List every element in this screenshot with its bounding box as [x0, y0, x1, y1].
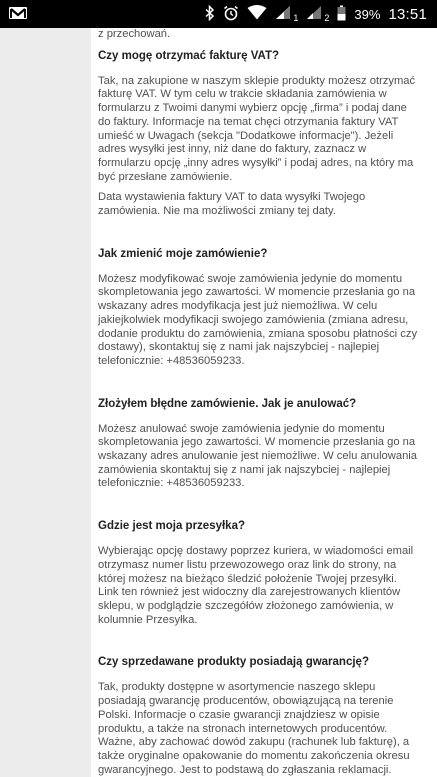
wifi-icon: [247, 5, 267, 23]
sim2-label: 2: [324, 13, 330, 23]
faq-answer: Tak, na zakupione w naszym sklepie produkty możesz otrzymać fakturę VAT. W tym celu w trakcie składania zamówienia w formularzu z Twoimi danymi wybierz opcję „firma” i podaj dane do faktury. Informacje na temat chęci otrzymania faktury VAT umieść w Uwagach (sekcja "Dodatkowe informacje"). Jeżeli adres wysyłki jest inny, niż dane do faktury, zaznacz w formularzu opcję „inny adres wysyłki” i podaj adres, na który ma być przesłane zamówienie.: [98, 74, 416, 183]
faq-item-change-order: [98, 247, 419, 369]
truncated-text: z przechowań.: [98, 28, 171, 40]
faq-item-invoice: [98, 49, 419, 219]
faq-panel: [91, 28, 437, 777]
battery-icon: [337, 5, 346, 24]
faq-question: Czy mogę otrzymać fakturę VAT?: [98, 49, 280, 62]
faq-item-shipment: [98, 519, 419, 627]
battery-percent: 39%: [354, 6, 381, 22]
faq-answer: Wybierając opcję dostawy poprzez kuriera, w wiadomości email otrzymasz numer listu przewozowego oraz link do strony, na której możesz na bieżąco śledzić położenie Twojej przesyłki. Link ten również jest widoczny dla zarejestrowanych klientów sklepu, w podglądzie szczegółów złożonego zamówienia, w kolumnie Przesyłka.: [98, 545, 414, 626]
faq-question: Jak zmienić moje zamówienie?: [98, 247, 268, 260]
signal-icon: [306, 5, 322, 23]
bluetooth-icon: [205, 5, 215, 24]
faq-answer: Możesz modyfikować swoje zamówienia jedynie do momentu skompletowania jego zawartości. W momencie przesłania go na wskazany adres modyfikacja jest już niemożliwa. W celu jakiejkolwiek modyfikacji swojego zamówienia (zmiana adresu, dodanie produktu do zamówienia, zmiana sposobu płatności czy dostawy), skontaktuj się z nami jak najszybciej - najlepiej telefonicznie: +48536059233.: [98, 272, 418, 367]
signal-icon: [275, 5, 291, 23]
faq-answer: Możesz anulować swoje zamówienia jedynie do momentu skompletowania jego zawartości. W momencie przesłania go na wskazany adres anulowanie jest niemożliwe. W celu anulowania zamówienia skontaktuj się z nami jak najszybciej - najlepiej telefonicznie: +48536059233.: [98, 422, 418, 490]
faq-answer: Tak, produkty dostępne w asortymencie naszego sklepu posiadają gwarancję producentów, obowiązującą na terenie Polski. Informacje o czasie gwarancji znajdziesz w opisie produktu, a także na stronach internetowych producentów. Ważne, aby zachować dowód zakupu (rachunek lub fakturę), a także oryginalne opakowanie do momentu zakończenia okresu gwarancyjnego. Jest to podstawą do zgłaszania reklamacji.: [98, 681, 410, 776]
alarm-icon: [223, 5, 239, 24]
faq-item-cancel-order: [98, 397, 419, 492]
faq-answer: Data wystawienia faktury VAT to data wysyłki Twojego zamówienia. Nie ma możliwości zmiany tej daty.: [98, 191, 366, 218]
faq-question: Złożyłem błędne zamówienie. Jak je anulować?: [98, 397, 357, 410]
faq-question: Gdzie jest moja przesyłka?: [98, 520, 246, 533]
faq-item-warranty: [98, 655, 419, 777]
clock: 13:51: [388, 5, 427, 23]
sim1-label: 1: [293, 13, 299, 23]
status-bar: [0, 0, 437, 28]
faq-question: Czy sprzedawane produkty posiadają gwarancję?: [98, 656, 369, 669]
gmail-icon: [8, 5, 28, 24]
